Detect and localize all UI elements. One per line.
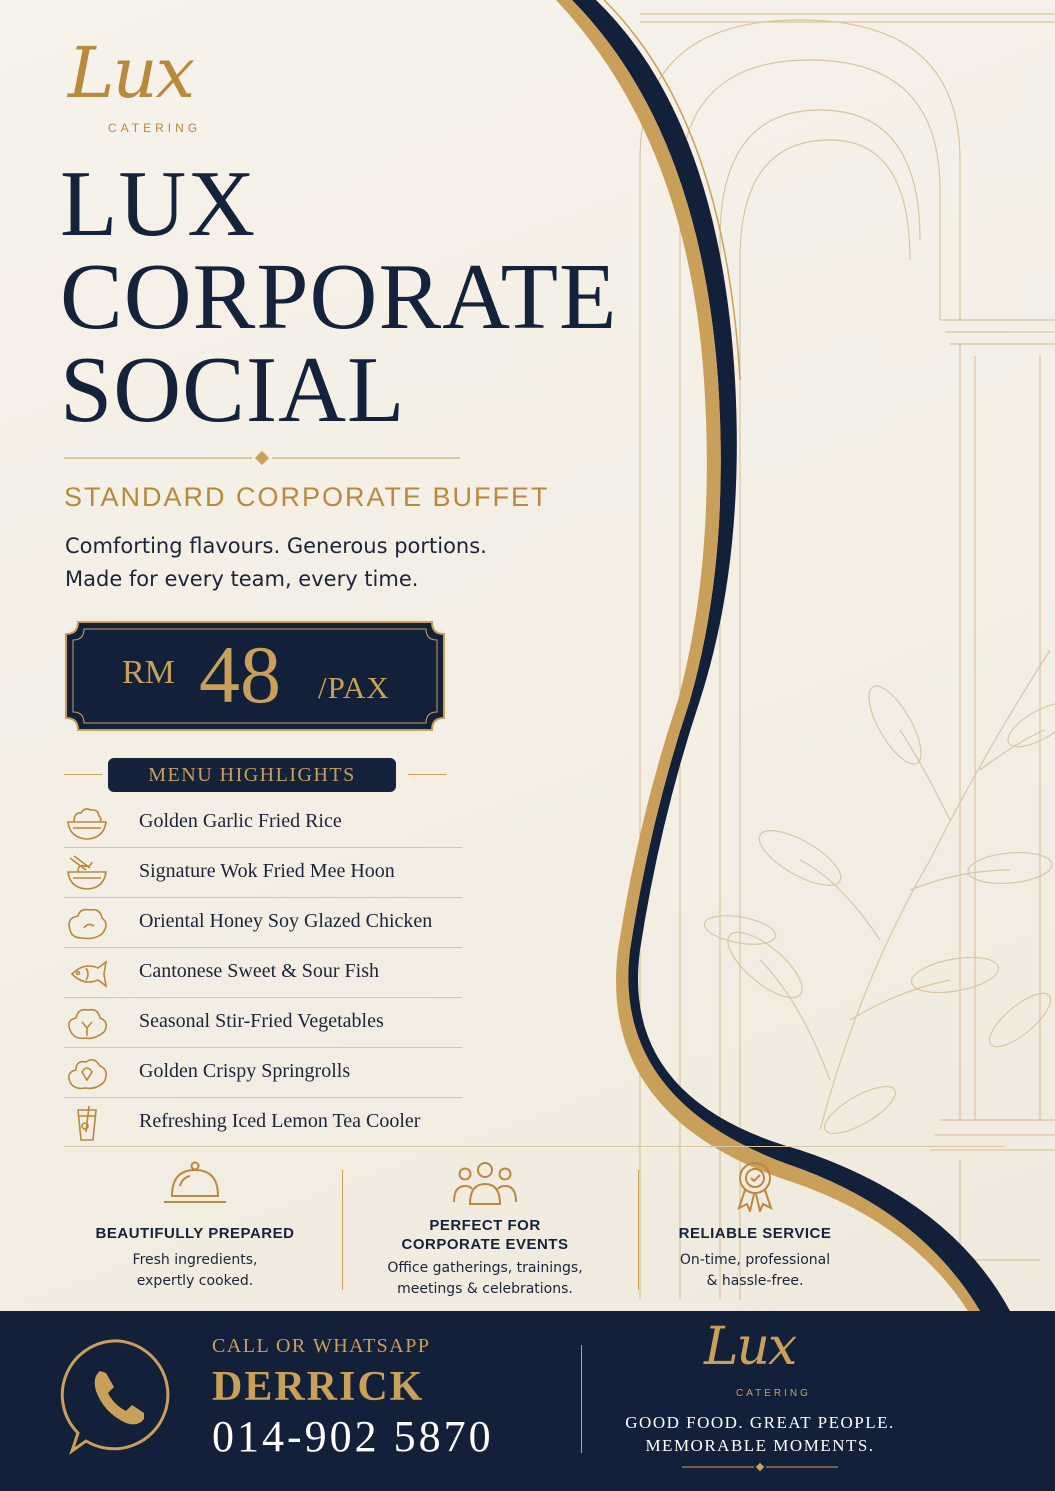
footer-slogan bbox=[600, 1411, 920, 1457]
fish-icon bbox=[64, 954, 110, 994]
tagline-line-2: Made for every team, every time. bbox=[65, 567, 419, 591]
feature-title-line-1: PERFECT FOR bbox=[429, 1217, 541, 1234]
team-icon bbox=[450, 1158, 520, 1212]
list-item bbox=[64, 1048, 462, 1098]
list-item bbox=[64, 798, 462, 848]
menu-list bbox=[64, 798, 462, 1147]
feature-desc-line-2: & hassle-free. bbox=[706, 1273, 804, 1289]
chicken-icon bbox=[64, 904, 110, 944]
feature-description bbox=[340, 1258, 630, 1300]
feature-description bbox=[50, 1250, 340, 1292]
phone-whatsapp-icon[interactable] bbox=[60, 1337, 178, 1457]
title-line-3: SOCIAL bbox=[60, 338, 406, 442]
menu-item-label: Signature Wok Fried Mee Hoon bbox=[139, 860, 395, 882]
title-line-1: LUX bbox=[60, 152, 257, 256]
menu-item-label: Oriental Honey Soy Glazed Chicken bbox=[139, 910, 433, 932]
price-unit: /PAX bbox=[318, 670, 390, 705]
vegetables-icon bbox=[64, 1004, 110, 1044]
menu-heading-label: MENU HIGHLIGHTS bbox=[108, 758, 396, 792]
contact-phone[interactable]: 014-902 5870 bbox=[212, 1412, 494, 1461]
feature-title: RELIABLE SERVICE bbox=[678, 1225, 832, 1242]
feature-corporate-events bbox=[340, 1158, 630, 1300]
springroll-icon bbox=[64, 1054, 110, 1094]
slogan-line-2: MEMORABLE MOMENTS. bbox=[645, 1436, 875, 1455]
iced-tea-icon bbox=[64, 1104, 110, 1144]
feature-desc-line-2: expertly cooked. bbox=[136, 1273, 254, 1289]
list-item bbox=[64, 1098, 462, 1147]
menu-heading bbox=[64, 758, 446, 792]
menu-heading-line-left bbox=[64, 774, 102, 775]
noodle-bowl-icon bbox=[64, 854, 110, 894]
tagline bbox=[65, 530, 487, 596]
footer-contact-bar bbox=[0, 1311, 1055, 1491]
list-item bbox=[64, 898, 462, 948]
list-item bbox=[64, 948, 462, 998]
feature-desc-line-1: Office gatherings, trainings, bbox=[387, 1260, 583, 1276]
slogan-line-1: GOOD FOOD. GREAT PEOPLE. bbox=[625, 1413, 895, 1432]
footer-logo-word: CATERING bbox=[736, 1388, 811, 1399]
price-currency: RM bbox=[122, 654, 175, 691]
feature-desc-line-1: On-time, professional bbox=[679, 1252, 831, 1268]
menu-item-label: Golden Crispy Springrolls bbox=[139, 1060, 351, 1082]
feature-desc-line-1: Fresh ingredients, bbox=[132, 1252, 258, 1268]
menu-item-label: Golden Garlic Fried Rice bbox=[139, 810, 342, 832]
logo-word: CATERING bbox=[108, 121, 202, 135]
price-amount: 48 bbox=[199, 629, 281, 720]
menu-item-label: Seasonal Stir-Fried Vegetables bbox=[139, 1010, 384, 1032]
page-title bbox=[60, 152, 618, 442]
tagline-line-1: Comforting flavours. Generous portions. bbox=[65, 534, 487, 558]
menu-heading-line-right bbox=[408, 774, 446, 775]
footer-ornament bbox=[682, 1461, 838, 1473]
logo-script: Lux bbox=[68, 32, 194, 114]
price-badge bbox=[64, 620, 446, 732]
feature-title-line-2: CORPORATE EVENTS bbox=[401, 1236, 569, 1253]
brand-logo bbox=[62, 18, 222, 138]
list-item bbox=[64, 998, 462, 1048]
footer-separator bbox=[581, 1345, 582, 1453]
feature-title: BEAUTIFULLY PREPARED bbox=[95, 1225, 295, 1242]
cloche-icon bbox=[160, 1158, 230, 1212]
list-item bbox=[64, 848, 462, 898]
menu-item-label: Refreshing Iced Lemon Tea Cooler bbox=[139, 1110, 421, 1132]
feature-reliable-service bbox=[610, 1158, 900, 1292]
feature-beautifully-prepared bbox=[50, 1158, 340, 1292]
subtitle: STANDARD CORPORATE BUFFET bbox=[64, 482, 550, 512]
feature-title bbox=[340, 1216, 630, 1254]
contact-name: DERRICK bbox=[212, 1364, 425, 1410]
section-divider bbox=[64, 1146, 1004, 1147]
footer-logo-script: Lux bbox=[704, 1317, 796, 1377]
ornament-divider bbox=[64, 450, 460, 466]
award-ribbon-icon bbox=[720, 1158, 790, 1212]
rice-bowl-icon bbox=[64, 804, 110, 844]
feature-description bbox=[610, 1250, 900, 1292]
feature-desc-line-2: meetings & celebrations. bbox=[397, 1281, 573, 1297]
title-line-2: CORPORATE bbox=[60, 245, 618, 349]
contact-label: CALL OR WHATSAPP bbox=[212, 1335, 431, 1357]
menu-item-label: Cantonese Sweet & Sour Fish bbox=[139, 960, 379, 982]
